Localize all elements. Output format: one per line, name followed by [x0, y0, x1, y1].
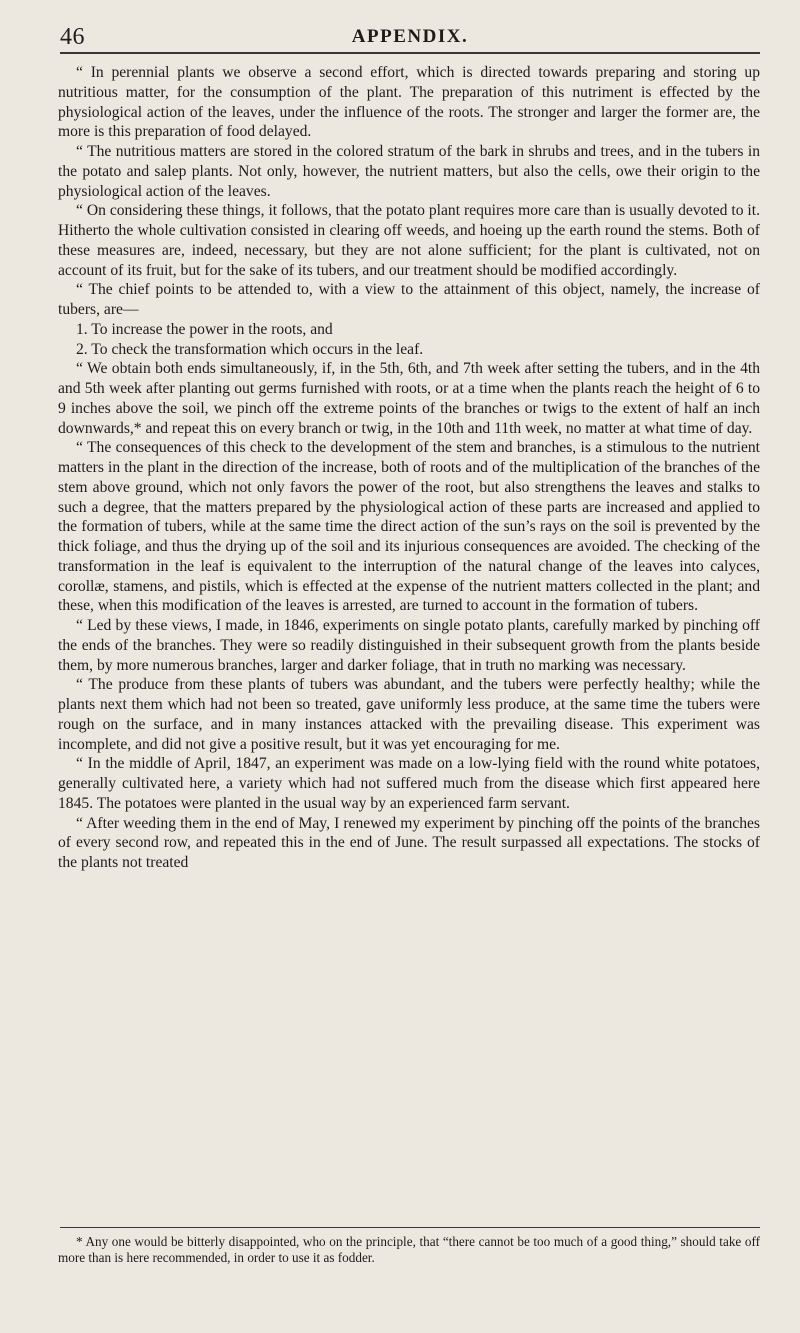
body-text	[58, 63, 760, 873]
list-item: 1. To increase the power in the roots, and	[76, 320, 333, 338]
list-item: 2. To check the transformation which occurs in the leaf.	[76, 340, 424, 358]
paragraph: “ On considering these things, it follows, that the potato plant requires more care than is usually devoted to it. Hitherto the whole cultivation consisted in clearing off weeds, and hoeing up the earth round the stems. Both of these measures are, indeed, necessary, but they are not alone sufficient; for the plant is cultivated, not on account of its fruit, but for the sake of its tubers, and our treatment should be modified accordingly.	[58, 202, 760, 279]
paragraph: “ The chief points to be attended to, with a view to the attainment of this object, namely, the increase of tubers, are—	[58, 281, 760, 318]
running-head: APPENDIX.	[351, 26, 469, 47]
paragraph: “ Led by these views, I made, in 1846, experiments on single potato plants, carefully marked by pinching off the ends of the branches. They were so readily distinguished in their subsequent growth from the plants beside them, by more numerous branches, larger and darker foliage, that in truth no marking was necessary.	[58, 617, 760, 674]
paragraph: “ The nutritious matters are stored in the colored stratum of the bark in shrubs and trees, and in the tubers in the potato and salep plants. Not only, however, the nutrient matters, but also the cells, owe their origin to the physiological action of the leaves.	[58, 143, 760, 200]
paragraph: “ We obtain both ends simultaneously, if, in the 5th, 6th, and 7th week after setting the tubers, and in the 4th and 5th week after planting out germs furnished with roots, or at a time when the plants reach the height of 6 to 9 inches above the soil, we pinch off the extreme points of the branches or twigs to the extent of half an inch downwards,* and repeat this on every branch or twig, in the 10th and 11th week, no matter at what time of day.	[58, 360, 760, 437]
paragraph: “ In the middle of April, 1847, an experiment was made on a low-lying field with the round white potatoes, generally cultivated here, a variety which had not suffered much from the disease which first appeared here 1845. The potatoes were planted in the usual way by an experienced farm servant.	[58, 755, 760, 812]
page-number: 46	[60, 24, 85, 50]
paragraph: “ In perennial plants we observe a second effort, which is directed towards preparing and storing up nutritious matter, for the consumption of the plant. The preparation of this nutriment is effected by the physiological action of the leaves, under the influence of the roots. The stronger and larger the former are, the more is this preparation of food delayed.	[58, 64, 760, 141]
paragraph: “ After weeding them in the end of May, I renewed my experiment by pinching off the points of the branches of every second row, and repeated this in the end of June. The result surpassed all expectations. The stocks of the plants not treated	[58, 814, 760, 871]
footnote-divider	[60, 1227, 760, 1228]
footnote-text: * Any one would be bitterly disappointed, who on the principle, that “there cannot be too much of a good thing,” should take off more than is here recommended, in order to use it as fodder.	[58, 1234, 760, 1265]
footnote	[58, 1234, 760, 1265]
paragraph: “ The consequences of this check to the development of the stem and branches, is a stimulous to the nutrient matters in the plant in the direction of the increase, both of roots and of the multiplication of the branches of the stem above ground, which not only favors the power of the root, but also strengthens the leaves and stalks to such a degree, that the matters prepared by the physiological action of these parts are increased and applied to the formation of tubers, while at the same time the direct action of the sun’s rays on the soil is prevented by the thick foliage, and thus the drying up of the soil and its injurious consequences are avoided. The checking of the transformation in the leaf is equivalent to the interruption of the natural change of the leaves into calyces, corollæ, stamens, and pistils, which is effected at the expense of the nutrient matters collected in the plant; and these, when this modification of the leaves is arrested, are turned to account in the formation of tubers.	[58, 439, 760, 615]
page-header	[60, 22, 760, 54]
paragraph: “ The produce from these plants of tubers was abundant, and the tubers were perfectly healthy; while the plants next them which had not been so treated, gave uniformly less produce, at the same time the tubers were rough on the surface, and in many instances attacked with the prevailing disease. This experiment was incomplete, and did not give a positive result, but it was yet encouraging for me.	[58, 676, 760, 753]
